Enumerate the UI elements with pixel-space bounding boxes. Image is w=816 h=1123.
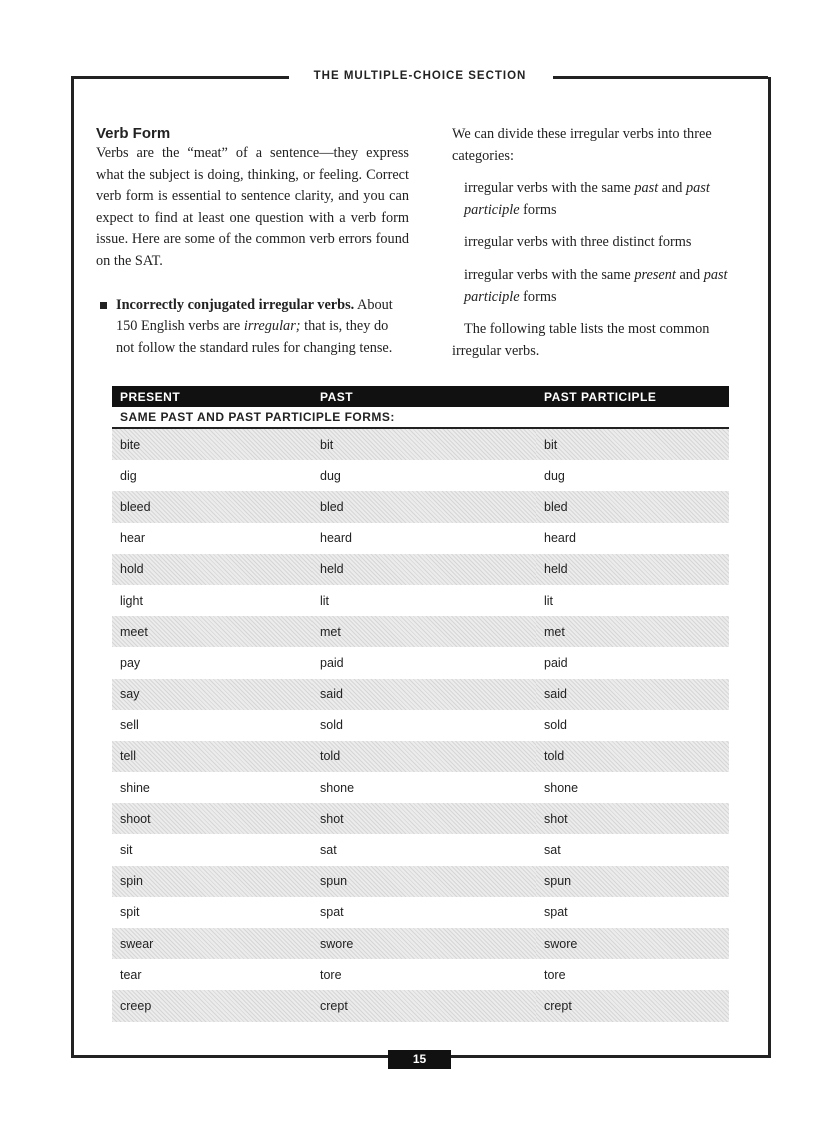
table-cell: met bbox=[536, 616, 729, 647]
table-cell: hold bbox=[112, 554, 312, 585]
table-cell: lit bbox=[320, 593, 330, 608]
category-3 bbox=[452, 265, 746, 308]
t: present bbox=[634, 266, 676, 283]
table-cell: tore bbox=[320, 967, 342, 982]
table-row bbox=[112, 491, 729, 522]
col-header-present: PRESENT bbox=[112, 386, 312, 407]
table-row bbox=[112, 585, 729, 616]
table-cell: tore bbox=[544, 967, 566, 982]
table-cell: held bbox=[312, 554, 536, 585]
left-column bbox=[96, 124, 409, 359]
intro-paragraph: Verbs are the “meat” of a sentence—they express what the subject is doing, thinking, or feeling. Correct verb form is essential to sentence clarity, and you can expect to find at least one question with a verb form issue. Here are some of the common verb errors found on the SAT. bbox=[96, 145, 409, 269]
table-cell: swore bbox=[536, 928, 729, 959]
t: past participle bbox=[464, 180, 710, 218]
table-cell: shine bbox=[120, 780, 150, 795]
t: past bbox=[634, 180, 659, 197]
table-row bbox=[112, 460, 729, 491]
table-row bbox=[112, 428, 729, 460]
right-outro: The following table lists the most common irregular verbs. bbox=[452, 321, 710, 359]
col-header-past: PAST bbox=[312, 386, 536, 407]
table-row bbox=[112, 990, 729, 1021]
table-cell: spun bbox=[312, 866, 536, 897]
table-cell: told bbox=[536, 741, 729, 772]
table-cell: said bbox=[536, 679, 729, 710]
section-title: THE MULTIPLE-CHOICE SECTION bbox=[313, 70, 527, 82]
table-cell: said bbox=[312, 679, 536, 710]
table-row bbox=[112, 554, 729, 585]
table-cell: spat bbox=[320, 905, 344, 920]
category-1 bbox=[452, 178, 746, 221]
table-row bbox=[112, 616, 729, 647]
bullet-text: that is, they do not follow the standard rules for changing tense. bbox=[116, 318, 393, 356]
table-cell: bite bbox=[112, 428, 312, 460]
table-cell: spun bbox=[536, 866, 729, 897]
table-cell: spit bbox=[120, 905, 140, 920]
table-row bbox=[112, 897, 729, 928]
table-cell: pay bbox=[120, 655, 141, 670]
table-cell: tear bbox=[120, 967, 142, 982]
table-subheader: SAME PAST AND PAST PARTICIPLE FORMS: bbox=[112, 407, 729, 428]
table-cell: sat bbox=[320, 843, 337, 858]
right-intro: We can divide these irregular verbs into three categories: bbox=[452, 126, 712, 164]
table-cell: dig bbox=[120, 468, 137, 483]
table-cell: bled bbox=[536, 491, 729, 522]
table-cell: spin bbox=[112, 866, 312, 897]
irregular-verbs-table bbox=[112, 386, 729, 1022]
table-cell: shone bbox=[544, 780, 579, 795]
table-row bbox=[112, 523, 729, 554]
table-row bbox=[112, 834, 729, 865]
table-cell: dug bbox=[544, 468, 565, 483]
table-row bbox=[112, 741, 729, 772]
table-row bbox=[112, 647, 729, 678]
table-cell: crept bbox=[536, 990, 729, 1021]
table-row bbox=[112, 772, 729, 803]
table-cell: say bbox=[112, 679, 312, 710]
table-cell: light bbox=[120, 593, 143, 608]
table-row bbox=[112, 959, 729, 990]
bullet-item bbox=[96, 295, 409, 360]
table-cell: paid bbox=[320, 655, 344, 670]
page-number: 15 bbox=[388, 1050, 451, 1069]
table-cell: sold bbox=[544, 718, 567, 733]
table-cell: heard bbox=[320, 531, 352, 546]
table-cell: shot bbox=[312, 803, 536, 834]
table-cell: bit bbox=[536, 428, 729, 460]
bullet-square-icon bbox=[100, 302, 107, 309]
table-cell: hear bbox=[120, 531, 146, 546]
table-row bbox=[112, 803, 729, 834]
right-column bbox=[452, 124, 746, 362]
table-cell: held bbox=[536, 554, 729, 585]
t: past participle bbox=[464, 266, 728, 305]
table-cell: creep bbox=[112, 990, 312, 1021]
table-cell: dug bbox=[320, 468, 341, 483]
section-heading: Verb Form bbox=[96, 125, 171, 142]
t: and bbox=[658, 180, 686, 197]
t: irregular verbs with the same bbox=[464, 180, 635, 197]
table-row bbox=[112, 679, 729, 710]
category-2: irregular verbs with three distinct forms bbox=[464, 234, 692, 251]
table-cell: sat bbox=[544, 843, 561, 858]
table-cell: told bbox=[312, 741, 536, 772]
table-cell: tell bbox=[112, 741, 312, 772]
table-cell: paid bbox=[544, 655, 568, 670]
t: forms bbox=[519, 201, 557, 218]
table-cell: shone bbox=[320, 780, 355, 795]
col-header-past-participle: PAST PARTICIPLE bbox=[536, 386, 729, 407]
table-cell: lit bbox=[544, 593, 554, 608]
table-cell: sell bbox=[120, 718, 139, 733]
t: and bbox=[675, 266, 704, 283]
table-cell: heard bbox=[544, 531, 576, 546]
table-cell: met bbox=[312, 616, 536, 647]
table-cell: bled bbox=[312, 491, 536, 522]
table-cell: swear bbox=[112, 928, 312, 959]
table-cell: bleed bbox=[112, 491, 312, 522]
bullet-bold: Incorrectly conjugated irregular verbs. bbox=[116, 296, 355, 313]
bullet-text: About 150 English verbs are bbox=[116, 296, 393, 335]
table-cell: sit bbox=[120, 843, 133, 858]
table-row bbox=[112, 866, 729, 897]
table-cell: bit bbox=[312, 428, 536, 460]
table-cell: spat bbox=[544, 905, 568, 920]
t: forms bbox=[519, 288, 557, 305]
table-row bbox=[112, 710, 729, 741]
table-cell: shoot bbox=[112, 803, 312, 834]
table-cell: swore bbox=[312, 928, 536, 959]
table-cell: meet bbox=[112, 616, 312, 647]
bullet-italic: irregular; bbox=[243, 318, 301, 335]
table-row bbox=[112, 928, 729, 959]
t: irregular verbs with the same bbox=[464, 266, 635, 283]
table-cell: shot bbox=[536, 803, 729, 834]
table-cell: sold bbox=[320, 718, 343, 733]
table-cell: crept bbox=[312, 990, 536, 1021]
